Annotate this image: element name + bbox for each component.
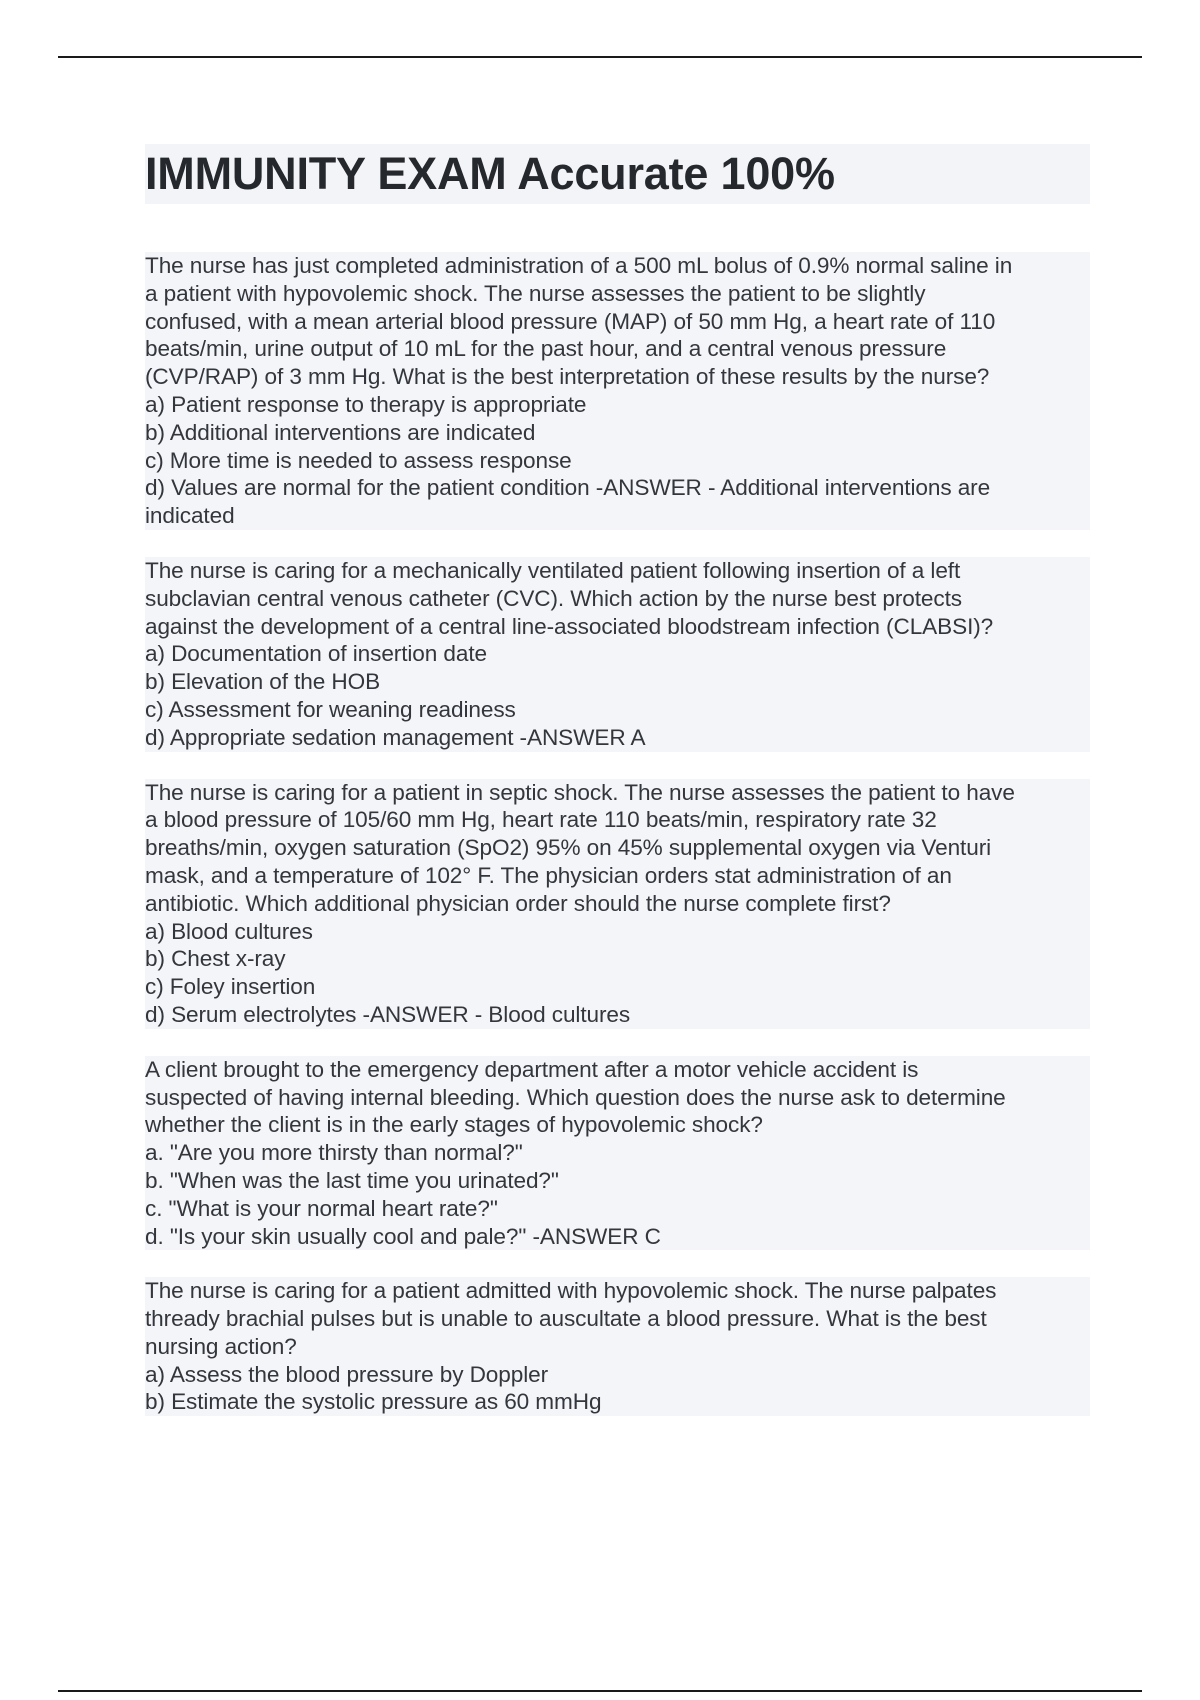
question-line: The nurse is caring for a patient in septic shock. The nurse assesses the patient to have xyxy=(145,779,1090,807)
question-5 xyxy=(145,1277,1090,1416)
answer-option: a) Blood cultures xyxy=(145,918,1090,946)
answer-option: c) Assessment for weaning readiness xyxy=(145,696,1090,724)
question-line: breaths/min, oxygen saturation (SpO2) 95% on 45% supplemental oxygen via Venturi xyxy=(145,834,1090,862)
question-line: antibiotic. Which additional physician order should the nurse complete first? xyxy=(145,890,1090,918)
question-1 xyxy=(145,252,1090,530)
question-line: A client brought to the emergency department after a motor vehicle accident is xyxy=(145,1056,1090,1084)
page-content xyxy=(145,144,1090,1443)
answer-option: c) Foley insertion xyxy=(145,973,1090,1001)
question-line: subclavian central venous catheter (CVC). Which action by the nurse best protects xyxy=(145,585,1090,613)
question-line: The nurse is caring for a mechanically ventilated patient following insertion of a left xyxy=(145,557,1090,585)
answer-option: d) Values are normal for the patient condition -ANSWER - Additional interventions are xyxy=(145,474,1090,502)
answer-option: b) Estimate the systolic pressure as 60 mmHg xyxy=(145,1388,1090,1416)
answer-option: c) More time is needed to assess response xyxy=(145,447,1090,475)
answer-option: a) Patient response to therapy is appropriate xyxy=(145,391,1090,419)
answer-option: b) Elevation of the HOB xyxy=(145,668,1090,696)
answer-option: a. "Are you more thirsty than normal?" xyxy=(145,1139,1090,1167)
question-line: whether the client is in the early stages of hypovolemic shock? xyxy=(145,1111,1090,1139)
question-line: suspected of having internal bleeding. Which question does the nurse ask to determine xyxy=(145,1084,1090,1112)
answer-option: b. "When was the last time you urinated?" xyxy=(145,1167,1090,1195)
question-line: against the development of a central line-associated bloodstream infection (CLABSI)? xyxy=(145,613,1090,641)
answer-option: a) Documentation of insertion date xyxy=(145,640,1090,668)
question-2 xyxy=(145,557,1090,752)
question-4 xyxy=(145,1056,1090,1251)
question-line: beats/min, urine output of 10 mL for the past hour, and a central venous pressure xyxy=(145,335,1090,363)
question-3 xyxy=(145,779,1090,1029)
answer-option: a) Assess the blood pressure by Doppler xyxy=(145,1361,1090,1389)
answer-option: d) Appropriate sedation management -ANSWER A xyxy=(145,724,1090,752)
question-line: (CVP/RAP) of 3 mm Hg. What is the best interpretation of these results by the nurse? xyxy=(145,363,1090,391)
question-line: The nurse has just completed administration of a 500 mL bolus of 0.9% normal saline in xyxy=(145,252,1090,280)
bottom-rule xyxy=(58,1690,1142,1692)
answer-option: b) Additional interventions are indicated xyxy=(145,419,1090,447)
question-line: mask, and a temperature of 102° F. The physician orders stat administration of an xyxy=(145,862,1090,890)
question-line: confused, with a mean arterial blood pressure (MAP) of 50 mm Hg, a heart rate of 110 xyxy=(145,308,1090,336)
answer-option: c. "What is your normal heart rate?" xyxy=(145,1195,1090,1223)
answer-option: d. "Is your skin usually cool and pale?" -ANSWER C xyxy=(145,1223,1090,1251)
answer-option: b) Chest x-ray xyxy=(145,945,1090,973)
answer-text: indicated xyxy=(145,502,1090,530)
question-line: a patient with hypovolemic shock. The nurse assesses the patient to be slightly xyxy=(145,280,1090,308)
question-line: thready brachial pulses but is unable to auscultate a blood pressure. What is the best xyxy=(145,1305,1090,1333)
question-line: a blood pressure of 105/60 mm Hg, heart rate 110 beats/min, respiratory rate 32 xyxy=(145,806,1090,834)
top-rule xyxy=(58,56,1142,58)
answer-option: d) Serum electrolytes -ANSWER - Blood cultures xyxy=(145,1001,1090,1029)
question-line: The nurse is caring for a patient admitted with hypovolemic shock. The nurse palpates xyxy=(145,1277,1090,1305)
page-title: IMMUNITY EXAM Accurate 100% xyxy=(145,144,1090,204)
question-line: nursing action? xyxy=(145,1333,1090,1361)
question-list xyxy=(145,252,1090,1416)
